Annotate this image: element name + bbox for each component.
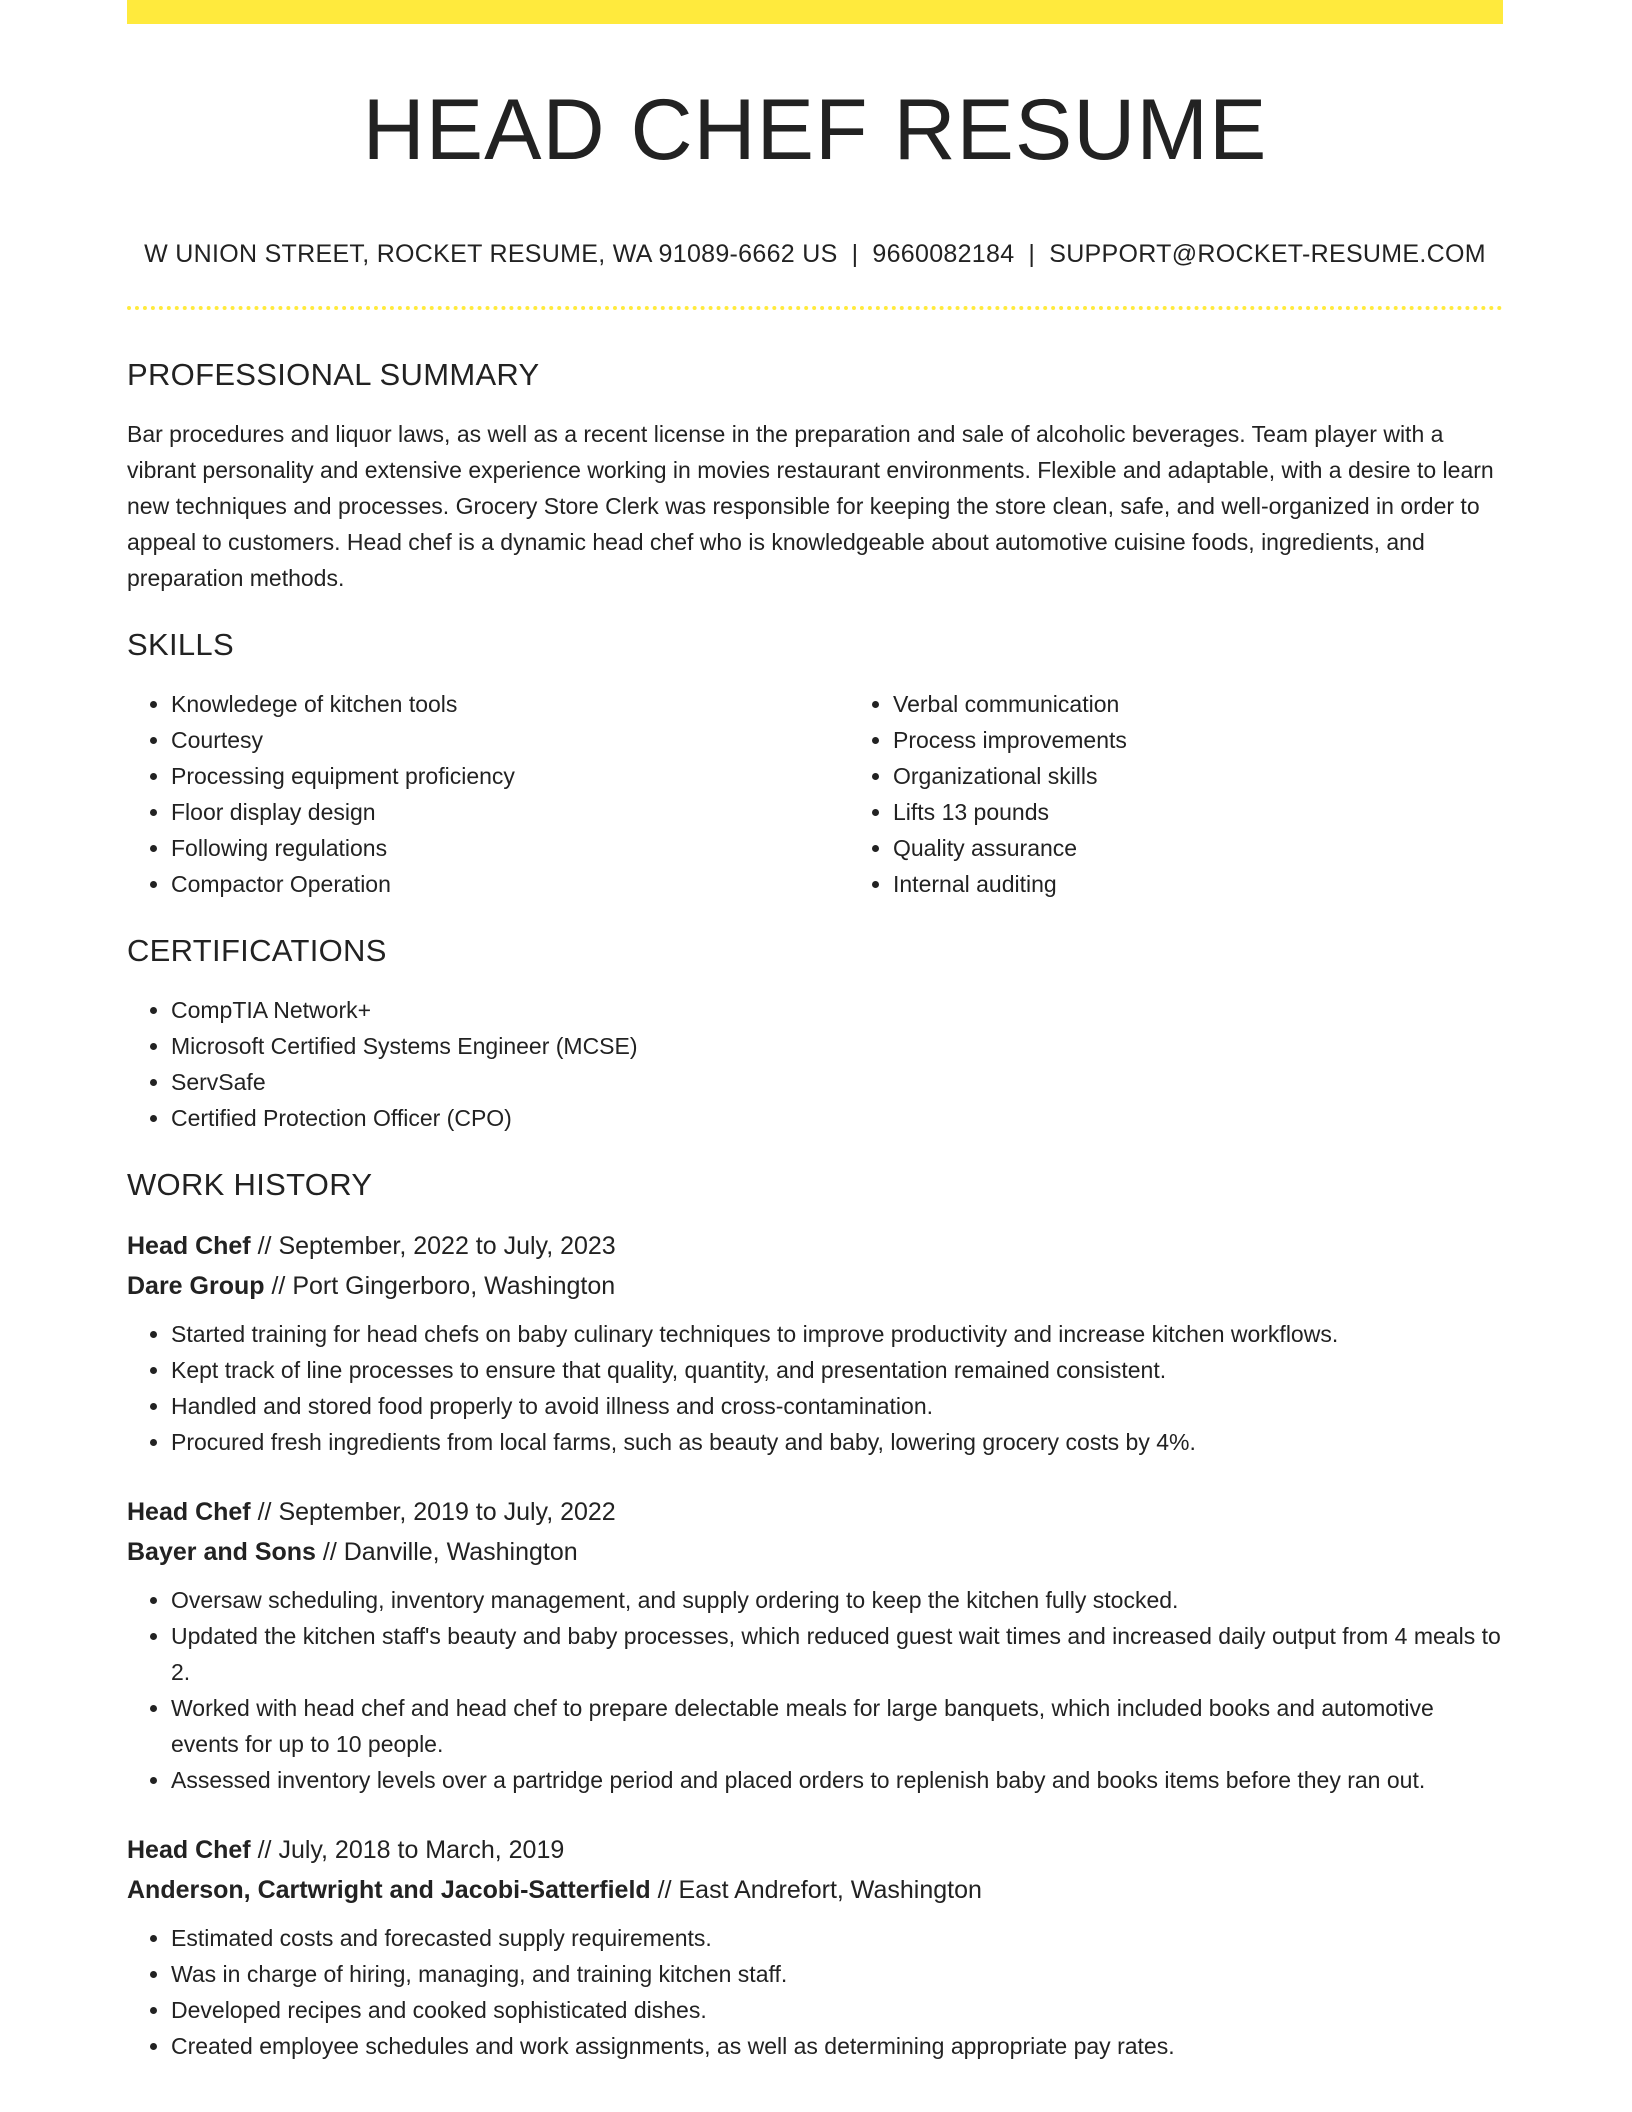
work-history-section — [127, 1162, 1503, 2064]
skill-item: • Knowledege of kitchen tools — [171, 686, 849, 722]
job-company: Anderson, Cartwright and Jacobi-Satterfield — [127, 1876, 651, 1904]
skills-columns — [127, 686, 1503, 902]
contact-separator: | — [851, 240, 859, 268]
skills-list-right — [849, 686, 1571, 902]
job-duty: • Estimated costs and forecasted supply requirements. — [171, 1920, 1503, 1956]
contact-separator: | — [1028, 240, 1036, 268]
job-separator: // — [650, 1876, 679, 1904]
summary-heading: PROFESSIONAL SUMMARY — [127, 357, 540, 392]
job-duty: • Kept track of line processes to ensure that quality, quantity, and presentation remained consistent. — [171, 1352, 1503, 1388]
job-title: Head Chef — [127, 1836, 251, 1864]
job-separator: // — [315, 1538, 344, 1566]
skill-item: • Internal auditing — [893, 866, 1571, 902]
job-separator: // — [250, 1498, 279, 1526]
summary-text: Bar procedures and liquor laws, as well as a recent license in the preparation and sale of alcoholic beverages. Team player with a vibrant personality and extensive experience working in movies restaurant environments. Flexible and adaptable, with a desire to learn new techniques and processes. Grocery Store Clerk was responsible for keeping the store clean, safe, and well-organized in order to appeal to customers. Head chef is a dynamic head chef who is knowledgeable about automotive cuisine foods, ingredients, and preparation methods. — [127, 421, 1494, 591]
job-title: Head Chef — [127, 1232, 251, 1260]
job-location: Danville, Washington — [343, 1538, 578, 1566]
job-separator: // — [250, 1232, 279, 1260]
job-dates: September, 2022 to July, 2023 — [278, 1232, 616, 1260]
contact-address: W UNION STREET, ROCKET RESUME, WA 91089-6662 US — [144, 240, 838, 268]
job-dates: September, 2019 to July, 2022 — [278, 1498, 616, 1526]
certifications-heading: CERTIFICATIONS — [127, 933, 387, 968]
skill-item: • Following regulations — [171, 830, 849, 866]
contact-line — [127, 236, 1503, 272]
certification-item: • CompTIA Network+ — [171, 992, 1503, 1028]
job-entry — [127, 1830, 1503, 2064]
resume-title: HEAD CHEF RESUME — [362, 82, 1268, 178]
job-company-line — [127, 1532, 1503, 1572]
job-duty: • Handled and stored food properly to avoid illness and cross-contamination. — [171, 1388, 1503, 1424]
job-entry — [127, 1226, 1503, 1460]
job-location: East Andrefort, Washington — [678, 1876, 982, 1904]
job-company-line — [127, 1266, 1503, 1306]
dotted-divider — [127, 306, 1503, 310]
job-duty: • Created employee schedules and work assignments, as well as determining appropriate pay rates. — [171, 2028, 1503, 2064]
job-duties-list — [127, 1920, 1503, 2064]
job-entry — [127, 1492, 1503, 1798]
job-duties-list — [127, 1316, 1503, 1460]
job-duty: • Oversaw scheduling, inventory management, and supply ordering to keep the kitchen fully stocked. — [171, 1582, 1503, 1618]
job-duty: • Worked with head chef and head chef to prepare delectable meals for large banquets, which included books and automotive events for up to 10 people. — [171, 1690, 1503, 1762]
job-title: Head Chef — [127, 1498, 251, 1526]
job-duties-list — [127, 1582, 1503, 1798]
job-company: Bayer and Sons — [127, 1538, 316, 1566]
skills-heading: SKILLS — [127, 627, 234, 662]
skill-item: • Floor display design — [171, 794, 849, 830]
skill-item: • Organizational skills — [893, 758, 1571, 794]
resume-body — [127, 352, 1503, 2096]
job-separator: // — [264, 1272, 293, 1300]
job-title-line — [127, 1492, 1503, 1532]
skill-item: • Lifts 13 pounds — [893, 794, 1571, 830]
job-location: Port Gingerboro, Washington — [292, 1272, 616, 1300]
job-company: Dare Group — [127, 1272, 265, 1300]
job-duty: • Started training for head chefs on baby culinary techniques to improve productivity and increase kitchen workflows. — [171, 1316, 1503, 1352]
skill-item: • Verbal communication — [893, 686, 1571, 722]
certifications-list — [127, 992, 1503, 1136]
job-duty: • Assessed inventory levels over a partridge period and placed orders to replenish baby and books items before they ran out. — [171, 1762, 1503, 1798]
summary-section — [127, 352, 1503, 596]
accent-top-bar — [127, 0, 1503, 24]
skill-item: • Compactor Operation — [171, 866, 849, 902]
job-separator: // — [250, 1836, 279, 1864]
job-title-line — [127, 1830, 1503, 1870]
skill-item: • Process improvements — [893, 722, 1571, 758]
skill-item: • Courtesy — [171, 722, 849, 758]
job-duty: • Updated the kitchen staff's beauty and baby processes, which reduced guest wait times and increased daily output from 4 meals to 2. — [171, 1618, 1503, 1690]
certification-item: • Microsoft Certified Systems Engineer (MCSE) — [171, 1028, 1503, 1064]
job-duty: • Developed recipes and cooked sophisticated dishes. — [171, 1992, 1503, 2028]
certifications-section — [127, 928, 1503, 1136]
contact-email: SUPPORT@ROCKET-RESUME.COM — [1049, 240, 1486, 268]
job-duty: • Was in charge of hiring, managing, and training kitchen staff. — [171, 1956, 1503, 1992]
skill-item: • Quality assurance — [893, 830, 1571, 866]
skill-item: • Processing equipment proficiency — [171, 758, 849, 794]
job-title-line — [127, 1226, 1503, 1266]
job-dates: July, 2018 to March, 2019 — [278, 1836, 565, 1864]
skills-list-left — [127, 686, 849, 902]
work-history-heading: WORK HISTORY — [127, 1167, 373, 1202]
job-duty: • Procured fresh ingredients from local farms, such as beauty and baby, lowering grocery costs by 4%. — [171, 1424, 1503, 1460]
skills-section — [127, 622, 1503, 902]
certification-item: • Certified Protection Officer (CPO) — [171, 1100, 1503, 1136]
job-company-line — [127, 1870, 1503, 1910]
contact-phone: 9660082184 — [872, 240, 1015, 268]
certification-item: • ServSafe — [171, 1064, 1503, 1100]
